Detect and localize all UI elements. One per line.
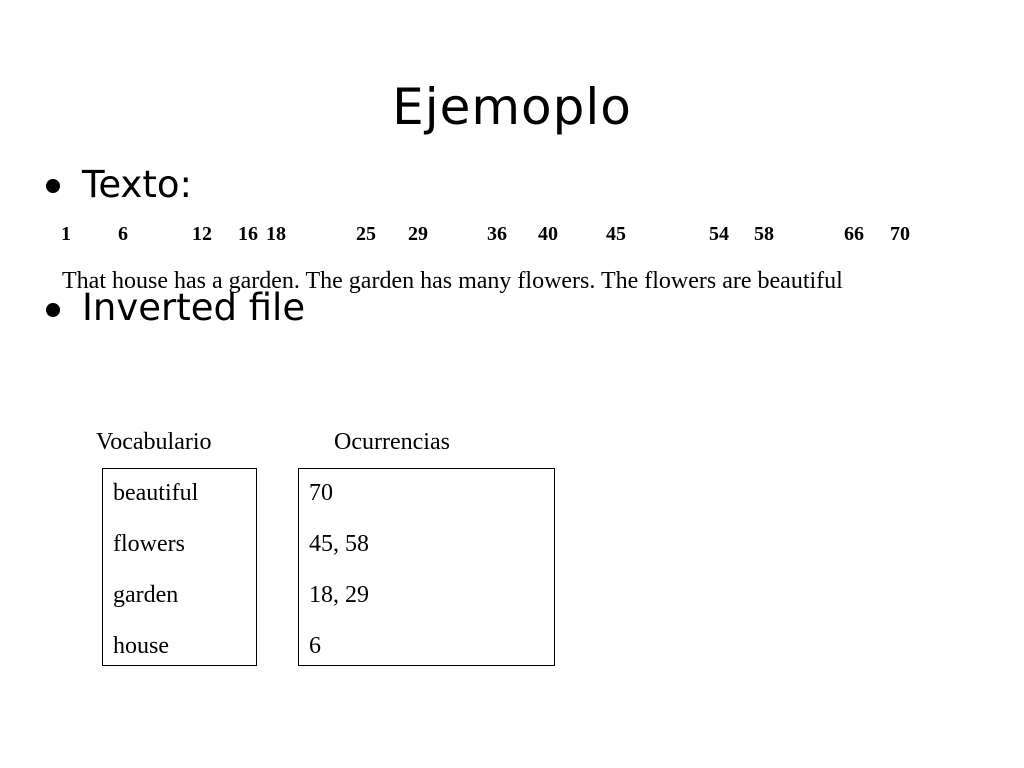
position-label: 70 (890, 223, 910, 245)
occurrence-list: 6 (309, 633, 321, 659)
position-label: 54 (709, 223, 729, 245)
bullet-dot-icon (46, 303, 60, 317)
position-label: 45 (606, 223, 626, 245)
position-label: 1 (61, 223, 71, 245)
vocabulary-term: house (113, 633, 169, 659)
slide-title: Ejemoplo (392, 78, 632, 136)
position-label: 25 (356, 223, 376, 245)
position-label: 16 (238, 223, 258, 245)
occurrence-list: 45, 58 (309, 531, 369, 557)
position-label: 6 (118, 223, 128, 245)
bullet-label: Inverted file (82, 286, 306, 329)
vocabulary-term: beautiful (113, 480, 199, 506)
occurrences-header: Ocurrencias (334, 429, 450, 455)
position-label: 66 (844, 223, 864, 245)
example-sentence: That house has a garden. The garden has many flowers. The flowers are beautiful (62, 268, 843, 294)
position-label: 29 (408, 223, 428, 245)
occurrences-box (298, 468, 555, 666)
vocabulary-term: flowers (113, 531, 185, 557)
vocabulary-term: garden (113, 582, 179, 608)
position-label: 18 (266, 223, 286, 245)
bullet-label: Texto: (82, 163, 192, 206)
bullet-dot-icon (46, 179, 60, 193)
position-label: 12 (192, 223, 212, 245)
occurrence-list: 70 (309, 480, 333, 506)
position-label: 36 (487, 223, 507, 245)
position-label: 40 (538, 223, 558, 245)
vocabulary-box (102, 468, 257, 666)
position-label: 58 (754, 223, 774, 245)
occurrence-list: 18, 29 (309, 582, 369, 608)
vocabulary-header: Vocabulario (96, 429, 212, 455)
